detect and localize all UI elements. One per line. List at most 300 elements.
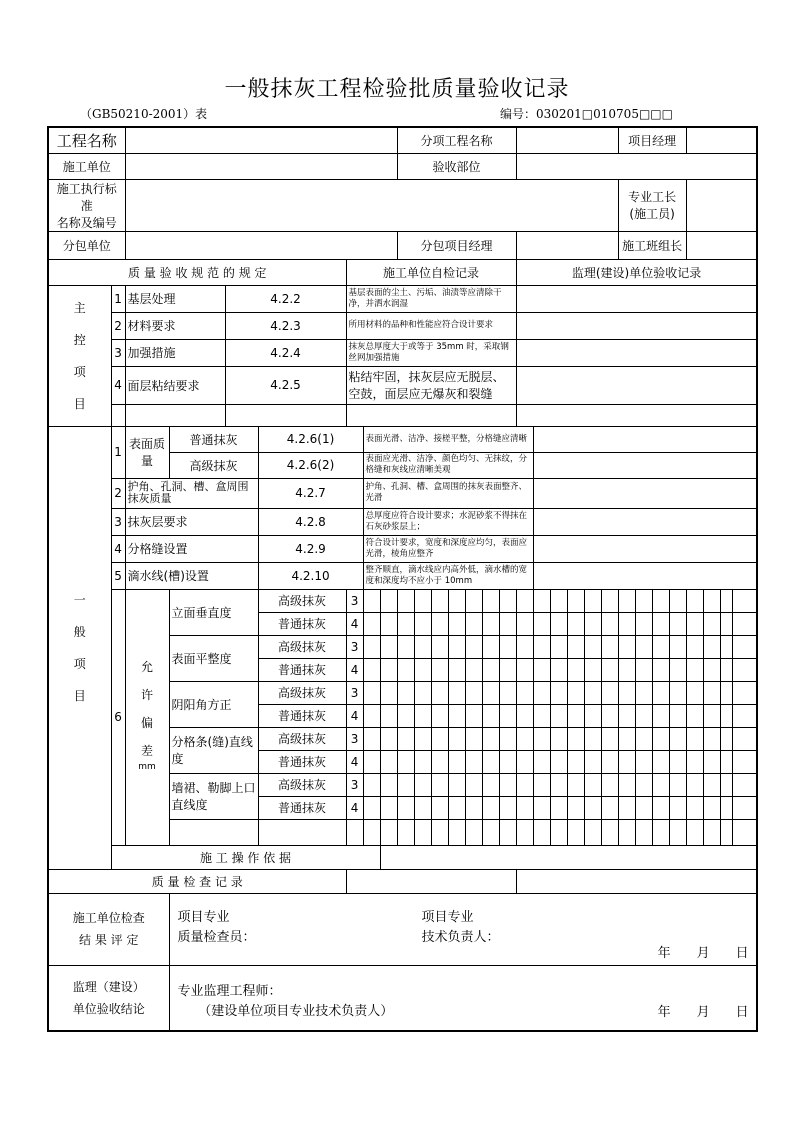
measurement-cell[interactable] [601, 681, 618, 704]
measurement-cell[interactable] [669, 658, 686, 681]
measurement-cell[interactable] [720, 796, 732, 819]
measurement-cell[interactable] [465, 635, 482, 658]
measurement-cell[interactable] [703, 612, 720, 635]
supervision-record-cell[interactable] [732, 589, 757, 612]
measurement-cell[interactable] [414, 704, 431, 727]
measurement-cell[interactable] [669, 750, 686, 773]
measurement-cell[interactable] [550, 589, 567, 612]
measurement-cell[interactable] [431, 773, 448, 796]
measurement-cell[interactable] [533, 819, 550, 845]
measurement-cell[interactable] [533, 589, 550, 612]
measurement-cell[interactable] [414, 773, 431, 796]
measurement-cell[interactable] [601, 658, 618, 681]
measurement-cell[interactable] [380, 589, 397, 612]
measurement-cell[interactable] [499, 819, 516, 845]
measurement-cell[interactable] [601, 635, 618, 658]
supervision-record-cell[interactable] [732, 819, 757, 845]
measurement-cell[interactable] [516, 796, 533, 819]
measurement-cell[interactable] [601, 819, 618, 845]
measurement-cell[interactable] [567, 635, 584, 658]
supervision-record-cell[interactable] [516, 312, 757, 339]
measurement-cell[interactable] [618, 635, 635, 658]
supervision-record-cell[interactable] [732, 658, 757, 681]
measurement-cell[interactable] [380, 635, 397, 658]
supervision-record-cell[interactable] [732, 727, 757, 750]
measurement-cell[interactable] [669, 819, 686, 845]
measurement-cell[interactable] [465, 681, 482, 704]
measurement-cell[interactable] [397, 727, 414, 750]
supervision-record-cell[interactable] [732, 704, 757, 727]
measurement-cell[interactable] [533, 727, 550, 750]
measurement-cell[interactable] [499, 704, 516, 727]
empty-cell [225, 404, 346, 426]
measurement-cell[interactable] [584, 589, 601, 612]
measurement-cell[interactable] [499, 635, 516, 658]
measurement-cell[interactable] [465, 819, 482, 845]
measurement-cell[interactable] [465, 773, 482, 796]
measurement-cell[interactable] [652, 727, 669, 750]
measurement-cell[interactable] [703, 704, 720, 727]
supervision-record-cell[interactable] [533, 562, 757, 589]
tolerance-value: 4 [346, 612, 363, 635]
measurement-cell[interactable] [669, 773, 686, 796]
measurement-cell[interactable] [448, 681, 465, 704]
supervisor-line1: 监理（建设） [72, 979, 145, 994]
measurement-cell[interactable] [618, 658, 635, 681]
measurement-cell[interactable] [499, 750, 516, 773]
general-item-desc: 护角、孔洞、槽、盒周围的抹灰表面整齐、光滑 [363, 478, 533, 508]
measurement-cell[interactable] [363, 819, 380, 845]
contractor-eval-value[interactable] [169, 893, 757, 965]
spec-column-header: 质 量 验 收 规 范 的 规 定 [48, 259, 346, 285]
measurement-cell[interactable] [686, 750, 703, 773]
measurement-cell[interactable] [380, 819, 397, 845]
supervision-record-cell[interactable] [732, 773, 757, 796]
engineer-note: （建设单位项目专业技术负责人） [198, 1003, 394, 1019]
measurement-cell[interactable] [414, 796, 431, 819]
supervision-record-cell[interactable] [516, 366, 757, 404]
measurement-cell[interactable] [703, 635, 720, 658]
measurement-cell[interactable] [380, 727, 397, 750]
measurement-cell[interactable] [482, 658, 499, 681]
measurement-cell[interactable] [516, 589, 533, 612]
measurement-cell[interactable] [635, 727, 652, 750]
measurement-cell[interactable] [499, 589, 516, 612]
measurement-cell[interactable] [652, 635, 669, 658]
measurement-cell[interactable] [448, 819, 465, 845]
subcontract-manager-value[interactable] [516, 231, 618, 259]
measurement-cell[interactable] [550, 681, 567, 704]
measurement-cell[interactable] [669, 681, 686, 704]
measurement-cell[interactable] [414, 750, 431, 773]
supervision-record-cell[interactable] [533, 426, 757, 452]
measurement-cell[interactable] [584, 750, 601, 773]
empty-cell[interactable] [516, 404, 757, 426]
measurement-cell[interactable] [567, 612, 584, 635]
measurement-cell[interactable] [380, 681, 397, 704]
measurement-cell[interactable] [482, 704, 499, 727]
measurement-cell[interactable] [720, 658, 732, 681]
measurement-cell[interactable] [431, 612, 448, 635]
measurement-cell[interactable] [482, 681, 499, 704]
measurement-cell[interactable] [618, 681, 635, 704]
measurement-cell[interactable] [448, 704, 465, 727]
measurement-cell[interactable] [431, 635, 448, 658]
measurement-cell[interactable] [533, 681, 550, 704]
measurement-cell[interactable] [584, 796, 601, 819]
qc-line1: 项目专业 [177, 909, 230, 925]
grade-label: 高级抹灰 [258, 773, 346, 796]
measurement-cell[interactable] [652, 658, 669, 681]
supervision-column-header: 监理(建设)单位验收记录 [516, 259, 757, 285]
measurement-cell[interactable] [397, 612, 414, 635]
project-manager-value[interactable] [686, 127, 757, 153]
supervision-record-cell[interactable] [732, 796, 757, 819]
measurement-cell[interactable] [431, 796, 448, 819]
measurement-cell[interactable] [465, 727, 482, 750]
measurement-cell[interactable] [652, 773, 669, 796]
measurement-cell[interactable] [635, 819, 652, 845]
general-item-no: 4 [111, 535, 125, 562]
measurement-cell[interactable] [618, 612, 635, 635]
measurement-cell[interactable] [601, 727, 618, 750]
measurement-cell[interactable] [703, 681, 720, 704]
measurement-cell[interactable] [448, 727, 465, 750]
measurement-cell[interactable] [550, 773, 567, 796]
supervision-record-cell[interactable] [732, 681, 757, 704]
measurement-cell[interactable] [499, 612, 516, 635]
supervision-record-cell[interactable] [732, 635, 757, 658]
measurement-cell[interactable] [652, 704, 669, 727]
measurement-cell[interactable] [363, 727, 380, 750]
measurement-cell[interactable] [414, 681, 431, 704]
main-group-char: 控 [73, 332, 86, 347]
measurement-cell[interactable] [584, 658, 601, 681]
measurement-cell[interactable] [652, 681, 669, 704]
supervision-record-cell[interactable] [516, 285, 757, 312]
measurement-cell[interactable] [533, 750, 550, 773]
measurement-cell[interactable] [363, 658, 380, 681]
measurement-cell[interactable] [584, 635, 601, 658]
measurement-cell[interactable] [516, 612, 533, 635]
measurement-cell[interactable] [601, 612, 618, 635]
measurement-cell[interactable] [720, 612, 732, 635]
inspection-record-supervision[interactable] [516, 869, 757, 893]
supervision-record-cell[interactable] [732, 750, 757, 773]
measurement-cell[interactable] [720, 704, 732, 727]
supervision-record-cell[interactable] [533, 508, 757, 535]
measurement-cell[interactable] [533, 704, 550, 727]
measurement-cell[interactable] [363, 773, 380, 796]
measurement-cell[interactable] [652, 589, 669, 612]
measurement-cell[interactable] [414, 589, 431, 612]
measurement-cell[interactable] [414, 635, 431, 658]
measurement-cell[interactable] [686, 704, 703, 727]
measurement-cell[interactable] [397, 658, 414, 681]
measurement-cell[interactable] [380, 704, 397, 727]
measurement-cell[interactable] [465, 658, 482, 681]
measurement-cell[interactable] [431, 704, 448, 727]
measurement-cell[interactable] [499, 658, 516, 681]
measurement-cell[interactable] [465, 704, 482, 727]
measurement-cell[interactable] [482, 796, 499, 819]
subcontract-unit-label: 分包单位 [48, 231, 125, 259]
measurement-cell[interactable] [618, 796, 635, 819]
measurement-cell[interactable] [669, 727, 686, 750]
construction-unit-value[interactable] [125, 153, 397, 179]
measurement-cell[interactable] [448, 589, 465, 612]
measurement-cell[interactable] [635, 658, 652, 681]
measurement-cell[interactable] [397, 704, 414, 727]
measurement-cell[interactable] [465, 750, 482, 773]
measurement-cell[interactable] [499, 773, 516, 796]
measurement-cell[interactable] [550, 727, 567, 750]
project-name-value[interactable] [125, 127, 397, 153]
measurement-cell[interactable] [431, 589, 448, 612]
measurement-cell[interactable] [686, 658, 703, 681]
measurement-cell[interactable] [652, 750, 669, 773]
measurement-cell[interactable] [414, 612, 431, 635]
measurement-cell[interactable] [380, 796, 397, 819]
measurement-cell[interactable] [669, 589, 686, 612]
measurement-cell[interactable] [380, 612, 397, 635]
measurement-cell[interactable] [482, 773, 499, 796]
measurement-cell[interactable] [686, 612, 703, 635]
measurement-cell[interactable] [720, 773, 732, 796]
measurement-cell[interactable] [618, 589, 635, 612]
measurement-cell[interactable] [516, 750, 533, 773]
foreman-value[interactable] [686, 179, 757, 231]
measurement-cell[interactable] [516, 658, 533, 681]
measurement-cell[interactable] [720, 681, 732, 704]
measurement-cell[interactable] [703, 773, 720, 796]
inspection-record-value[interactable] [346, 869, 516, 893]
measurement-cell[interactable] [567, 796, 584, 819]
measurement-cell[interactable] [584, 681, 601, 704]
measurement-cell[interactable] [550, 704, 567, 727]
measurement-cell[interactable] [635, 750, 652, 773]
measurement-cell[interactable] [516, 819, 533, 845]
measurement-cell[interactable] [380, 750, 397, 773]
measurement-cell[interactable] [686, 773, 703, 796]
measurement-cell[interactable] [635, 773, 652, 796]
measurement-cell[interactable] [567, 819, 584, 845]
acceptance-part-value[interactable] [516, 153, 757, 179]
measurement-cell[interactable] [584, 819, 601, 845]
measurement-cell[interactable] [720, 635, 732, 658]
team-leader-value[interactable] [686, 231, 757, 259]
measurement-cell[interactable] [652, 819, 669, 845]
measurement-cell[interactable] [431, 819, 448, 845]
measurement-cell[interactable] [482, 819, 499, 845]
measurement-cell[interactable] [601, 750, 618, 773]
date: 年 月 日 [657, 945, 749, 961]
measurement-cell[interactable] [601, 796, 618, 819]
measurement-cell[interactable] [533, 773, 550, 796]
subcontract-unit-value[interactable] [125, 231, 397, 259]
measurement-cell[interactable] [550, 658, 567, 681]
measurement-cell[interactable] [482, 750, 499, 773]
measurement-cell[interactable] [448, 612, 465, 635]
measurement-cell[interactable] [516, 773, 533, 796]
measurement-cell[interactable] [363, 681, 380, 704]
measurement-cell[interactable] [380, 773, 397, 796]
exec-standard-value[interactable] [125, 179, 618, 231]
measurement-cell[interactable] [397, 750, 414, 773]
tolerance-value: 4 [346, 796, 363, 819]
operation-basis-value[interactable] [380, 845, 757, 869]
measurement-cell[interactable] [516, 681, 533, 704]
measurement-cell[interactable] [414, 727, 431, 750]
measurement-cell[interactable] [397, 796, 414, 819]
measurement-cell[interactable] [465, 796, 482, 819]
measurement-cell[interactable] [516, 704, 533, 727]
supervision-record-cell[interactable] [533, 478, 757, 508]
measurement-cell[interactable] [567, 589, 584, 612]
general-item-desc: 整齐顺直，滴水线应内高外低，滴水槽的宽度和深度均不应小于 10mm [363, 562, 533, 589]
measurement-cell[interactable] [601, 589, 618, 612]
measurement-cell[interactable] [363, 612, 380, 635]
measurement-cell[interactable] [550, 819, 567, 845]
measurement-cell[interactable] [499, 796, 516, 819]
measurement-cell[interactable] [499, 681, 516, 704]
measurement-cell[interactable] [720, 727, 732, 750]
measurement-cell[interactable] [550, 750, 567, 773]
measurement-cell[interactable] [703, 727, 720, 750]
measurement-cell[interactable] [448, 658, 465, 681]
measurement-cell[interactable] [363, 589, 380, 612]
measurement-cell[interactable] [448, 796, 465, 819]
measurement-cell[interactable] [363, 750, 380, 773]
measurement-cell[interactable] [635, 635, 652, 658]
supervisor-conclusion-value[interactable] [169, 965, 757, 1031]
measurement-cell[interactable] [533, 658, 550, 681]
measurement-cell[interactable] [550, 796, 567, 819]
measurement-cell[interactable] [482, 635, 499, 658]
main-item-ref: 4.2.4 [225, 339, 346, 366]
general-item-ref: 4.2.6(2) [258, 452, 363, 478]
measurement-cell[interactable] [482, 612, 499, 635]
measurement-cell[interactable] [635, 796, 652, 819]
measurement-cell[interactable] [669, 704, 686, 727]
measurement-cell[interactable] [686, 635, 703, 658]
measurement-cell[interactable] [397, 635, 414, 658]
measurement-cell[interactable] [550, 612, 567, 635]
measurement-cell[interactable] [533, 612, 550, 635]
measurement-cell[interactable] [635, 612, 652, 635]
measurement-cell[interactable] [618, 819, 635, 845]
supervision-record-cell[interactable] [533, 535, 757, 562]
measurement-cell[interactable] [448, 773, 465, 796]
measurement-cell[interactable] [720, 750, 732, 773]
measurement-cell[interactable] [397, 681, 414, 704]
measurement-cell[interactable] [533, 796, 550, 819]
measurement-cell[interactable] [686, 727, 703, 750]
measurement-cell[interactable] [669, 635, 686, 658]
measurement-cell[interactable] [516, 635, 533, 658]
measurement-cell[interactable] [584, 704, 601, 727]
measurement-cell[interactable] [567, 727, 584, 750]
empty-cell[interactable] [346, 404, 516, 426]
measurement-cell[interactable] [652, 612, 669, 635]
measurement-cell[interactable] [363, 796, 380, 819]
measurement-cell[interactable] [567, 681, 584, 704]
main-group-char: 目 [73, 396, 86, 411]
measurement-cell[interactable] [567, 773, 584, 796]
measurement-cell[interactable] [397, 589, 414, 612]
measurement-cell[interactable] [669, 796, 686, 819]
supervision-record-cell[interactable] [533, 452, 757, 478]
measurement-cell[interactable] [567, 658, 584, 681]
measurement-cell[interactable] [516, 727, 533, 750]
measurement-cell[interactable] [482, 589, 499, 612]
measurement-cell[interactable] [635, 704, 652, 727]
measurement-cell[interactable] [448, 750, 465, 773]
measurement-cell[interactable] [363, 635, 380, 658]
measurement-cell[interactable] [431, 658, 448, 681]
measurement-cell[interactable] [703, 750, 720, 773]
measurement-cell[interactable] [482, 727, 499, 750]
measurement-cell[interactable] [380, 658, 397, 681]
measurement-cell[interactable] [635, 681, 652, 704]
measurement-cell[interactable] [635, 589, 652, 612]
measurement-cell[interactable] [618, 704, 635, 727]
measurement-cell[interactable] [431, 727, 448, 750]
measurement-cell[interactable] [618, 750, 635, 773]
measurement-cell[interactable] [465, 589, 482, 612]
measurement-cell[interactable] [686, 589, 703, 612]
measurement-cell[interactable] [720, 589, 732, 612]
sub-project-name-value[interactable] [516, 127, 618, 153]
measurement-cell[interactable] [703, 658, 720, 681]
measurement-cell[interactable] [703, 589, 720, 612]
measurement-cell[interactable] [465, 612, 482, 635]
measurement-cell[interactable] [533, 635, 550, 658]
measurement-cell[interactable] [397, 773, 414, 796]
measurement-cell[interactable] [703, 796, 720, 819]
measurement-cell[interactable] [618, 773, 635, 796]
measurement-cell[interactable] [414, 658, 431, 681]
measurement-cell[interactable] [686, 796, 703, 819]
measurement-cell[interactable] [584, 612, 601, 635]
measurement-cell[interactable] [601, 773, 618, 796]
measurement-cell[interactable] [652, 796, 669, 819]
measurement-cell[interactable] [601, 704, 618, 727]
supervision-record-cell[interactable] [516, 339, 757, 366]
measurement-cell[interactable] [567, 704, 584, 727]
measurement-cell[interactable] [414, 819, 431, 845]
measurement-cell[interactable] [431, 750, 448, 773]
measurement-cell[interactable] [363, 704, 380, 727]
measurement-cell[interactable] [584, 727, 601, 750]
measurement-cell[interactable] [397, 819, 414, 845]
measurement-cell[interactable] [686, 681, 703, 704]
measurement-cell[interactable] [686, 819, 703, 845]
measurement-cell[interactable] [431, 681, 448, 704]
measurement-cell[interactable] [720, 819, 732, 845]
measurement-cell[interactable] [448, 635, 465, 658]
measurement-cell[interactable] [703, 819, 720, 845]
measurement-cell[interactable] [550, 635, 567, 658]
measurement-cell[interactable] [567, 750, 584, 773]
measurement-cell[interactable] [499, 727, 516, 750]
measurement-cell[interactable] [584, 773, 601, 796]
supervision-record-cell[interactable] [732, 612, 757, 635]
grade-label: 普通抹灰 [258, 658, 346, 681]
measurement-cell[interactable] [618, 727, 635, 750]
tolerance-value: 3 [346, 589, 363, 612]
measurement-cell[interactable] [669, 612, 686, 635]
